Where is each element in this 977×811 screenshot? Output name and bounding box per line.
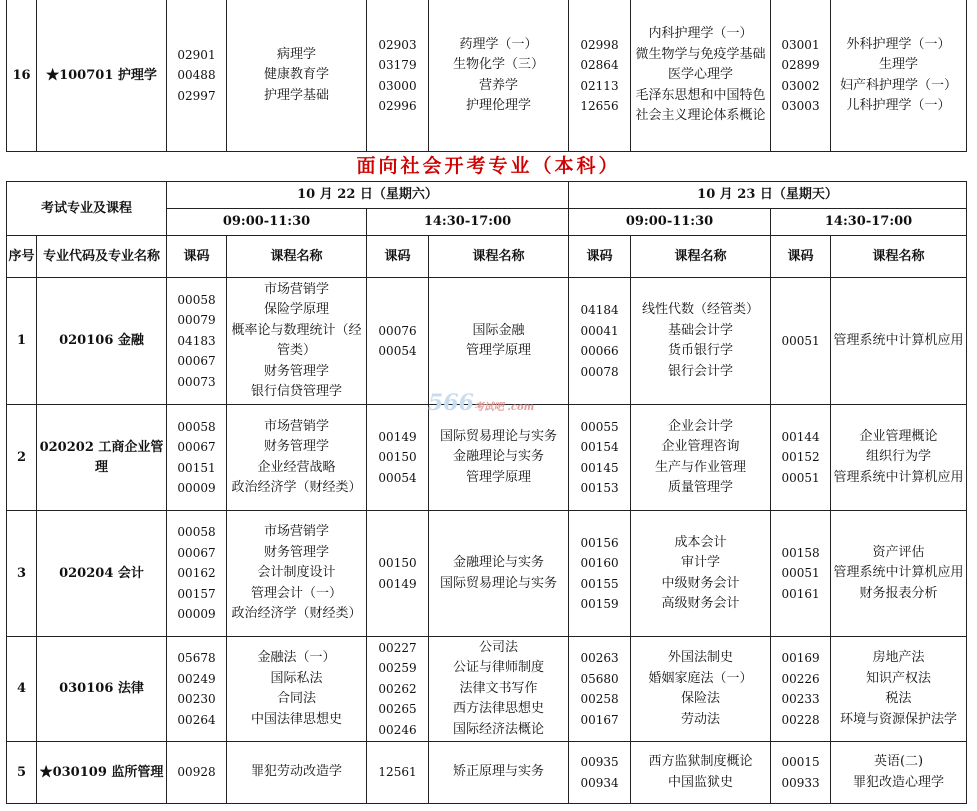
code-header: 课码 xyxy=(569,236,631,278)
subject-header: 考试专业及课程 xyxy=(7,182,167,236)
course-cell: 内科护理学（一） 微生物学与免疫学基础 医学心理学 毛泽东思想和中国特色社会主义理论体系概论 xyxy=(631,0,771,152)
seq-cell: 16 xyxy=(7,0,37,152)
course-cell: 病理学 健康教育学 护理学基础 xyxy=(227,0,367,152)
code-cell: 00156 00160 00155 00159 xyxy=(569,511,631,637)
course-cell: 成本会计 审计学 中级财务会计 高级财务会计 xyxy=(631,511,771,637)
code-header: 课码 xyxy=(367,236,429,278)
seq-header: 序号 xyxy=(7,236,37,278)
table-row xyxy=(7,742,967,804)
course-cell: 国际金融 管理学原理 xyxy=(429,278,569,405)
slot-header: 09:00-11:30 xyxy=(569,209,771,236)
code-cell: 00076 00054 xyxy=(367,278,429,405)
code-cell: 00169 00226 00233 00228 xyxy=(771,637,831,742)
major-header: 专业代码及专业名称 xyxy=(37,236,167,278)
course-cell: 房地产法 知识产权法 税法 环境与资源保护法学 xyxy=(831,637,967,742)
code-cell: 00058 00079 04183 00067 00073 xyxy=(167,278,227,405)
code-cell: 00144 00152 00051 xyxy=(771,405,831,511)
major-cell: 020202 工商企业管理 xyxy=(37,405,167,511)
seq-cell: 5 xyxy=(7,742,37,804)
code-cell: 00058 00067 00162 00157 00009 xyxy=(167,511,227,637)
code-cell: 00928 xyxy=(167,742,227,804)
course-cell: 外科护理学（一） 生理学 妇产科护理学（一） 儿科护理学（一） xyxy=(831,0,967,152)
major-cell: 020204 会计 xyxy=(37,511,167,637)
code-cell: 00263 05680 00258 00167 xyxy=(569,637,631,742)
course-cell: 企业会计学 企业管理咨询 生产与作业管理 质量管理学 xyxy=(631,405,771,511)
course-header: 课程名称 xyxy=(227,236,367,278)
code-cell: 00158 00051 00161 xyxy=(771,511,831,637)
course-header: 课程名称 xyxy=(831,236,967,278)
seq-cell: 4 xyxy=(7,637,37,742)
course-cell: 资产评估 管理系统中计算机应用 财务报表分析 xyxy=(831,511,967,637)
code-cell: 03001 02899 03002 03003 xyxy=(771,0,831,152)
course-cell: 矫正原理与实务 xyxy=(429,742,569,804)
code-cell: 00150 00149 xyxy=(367,511,429,637)
table-row xyxy=(7,0,967,152)
course-cell: 市场营销学 财务管理学 企业经营战略 政治经济学（财经类） xyxy=(227,405,367,511)
code-cell: 02903 03179 03000 02996 xyxy=(367,0,429,152)
exam-schedule-table xyxy=(6,181,967,804)
code-cell: 02998 02864 02113 12656 xyxy=(569,0,631,152)
course-cell: 西方监狱制度概论 中国监狱史 xyxy=(631,742,771,804)
code-cell: 00055 00154 00145 00153 xyxy=(569,405,631,511)
course-header: 课程名称 xyxy=(429,236,569,278)
code-cell: 00149 00150 00054 xyxy=(367,405,429,511)
day1-header: 10 月 22 日（星期六） xyxy=(167,182,569,209)
slot-header: 09:00-11:30 xyxy=(167,209,367,236)
slot-header: 14:30-17:00 xyxy=(367,209,569,236)
code-cell: 12561 xyxy=(367,742,429,804)
table-row xyxy=(7,278,967,405)
course-cell: 外国法制史 婚姻家庭法（一） 保险法 劳动法 xyxy=(631,637,771,742)
course-cell: 英语(二) 罪犯改造心理学 xyxy=(831,742,967,804)
course-cell: 企业管理概论 组织行为学 管理系统中计算机应用 xyxy=(831,405,967,511)
code-cell: 05678 00249 00230 00264 xyxy=(167,637,227,742)
day2-header: 10 月 23 日（星期天） xyxy=(569,182,967,209)
course-cell: 管理系统中计算机应用 xyxy=(831,278,967,405)
section-title: 面向社会开考专业（本科） xyxy=(356,155,621,177)
code-cell: 04184 00041 00066 00078 xyxy=(569,278,631,405)
course-cell: 罪犯劳动改造学 xyxy=(227,742,367,804)
course-cell: 金融理论与实务 国际贸易理论与实务 xyxy=(429,511,569,637)
code-cell: 00935 00934 xyxy=(569,742,631,804)
course-cell: 药理学（一） 生物化学（三） 营养学 护理伦理学 xyxy=(429,0,569,152)
course-cell: 市场营销学 保险学原理 概率论与数理统计（经管类） 财务管理学 银行信贷管理学 xyxy=(227,278,367,405)
course-cell: 国际贸易理论与实务 金融理论与实务 管理学原理 xyxy=(429,405,569,511)
seq-cell: 1 xyxy=(7,278,37,405)
code-cell: 00015 00933 xyxy=(771,742,831,804)
course-cell: 线性代数（经管类） 基础会计学 货币银行学 银行会计学 xyxy=(631,278,771,405)
major-cell: ★100701 护理学 xyxy=(37,0,167,152)
course-cell: 金融法（一） 国际私法 合同法 中国法律思想史 xyxy=(227,637,367,742)
header-row-columns xyxy=(7,236,967,278)
major-cell: 030106 法律 xyxy=(37,637,167,742)
table-row xyxy=(7,405,967,511)
watermark-small: 考试吧 .com xyxy=(473,402,535,413)
code-cell: 02901 00488 02997 xyxy=(167,0,227,152)
watermark-main: 566 xyxy=(428,390,474,416)
table-row xyxy=(7,637,967,742)
seq-cell: 3 xyxy=(7,511,37,637)
code-header: 课码 xyxy=(167,236,227,278)
table-row xyxy=(7,511,967,637)
header-row-dates xyxy=(7,182,967,209)
course-cell: 市场营销学 财务管理学 会计制度设计 管理会计（一） 政治经济学（财经类） xyxy=(227,511,367,637)
course-cell: 公司法 公证与律师制度 法律文书写作 西方法律思想史 国际经济法概论 xyxy=(429,637,569,742)
course-header: 课程名称 xyxy=(631,236,771,278)
code-cell: 00058 00067 00151 00009 xyxy=(167,405,227,511)
slot-header: 14:30-17:00 xyxy=(771,209,967,236)
seq-cell: 2 xyxy=(7,405,37,511)
top-partial-table xyxy=(6,0,967,152)
major-cell: ★030109 监所管理 xyxy=(37,742,167,804)
code-cell: 00051 xyxy=(771,278,831,405)
major-cell: 020106 金融 xyxy=(37,278,167,405)
code-cell: 00227 00259 00262 00265 00246 xyxy=(367,637,429,742)
code-header: 课码 xyxy=(771,236,831,278)
